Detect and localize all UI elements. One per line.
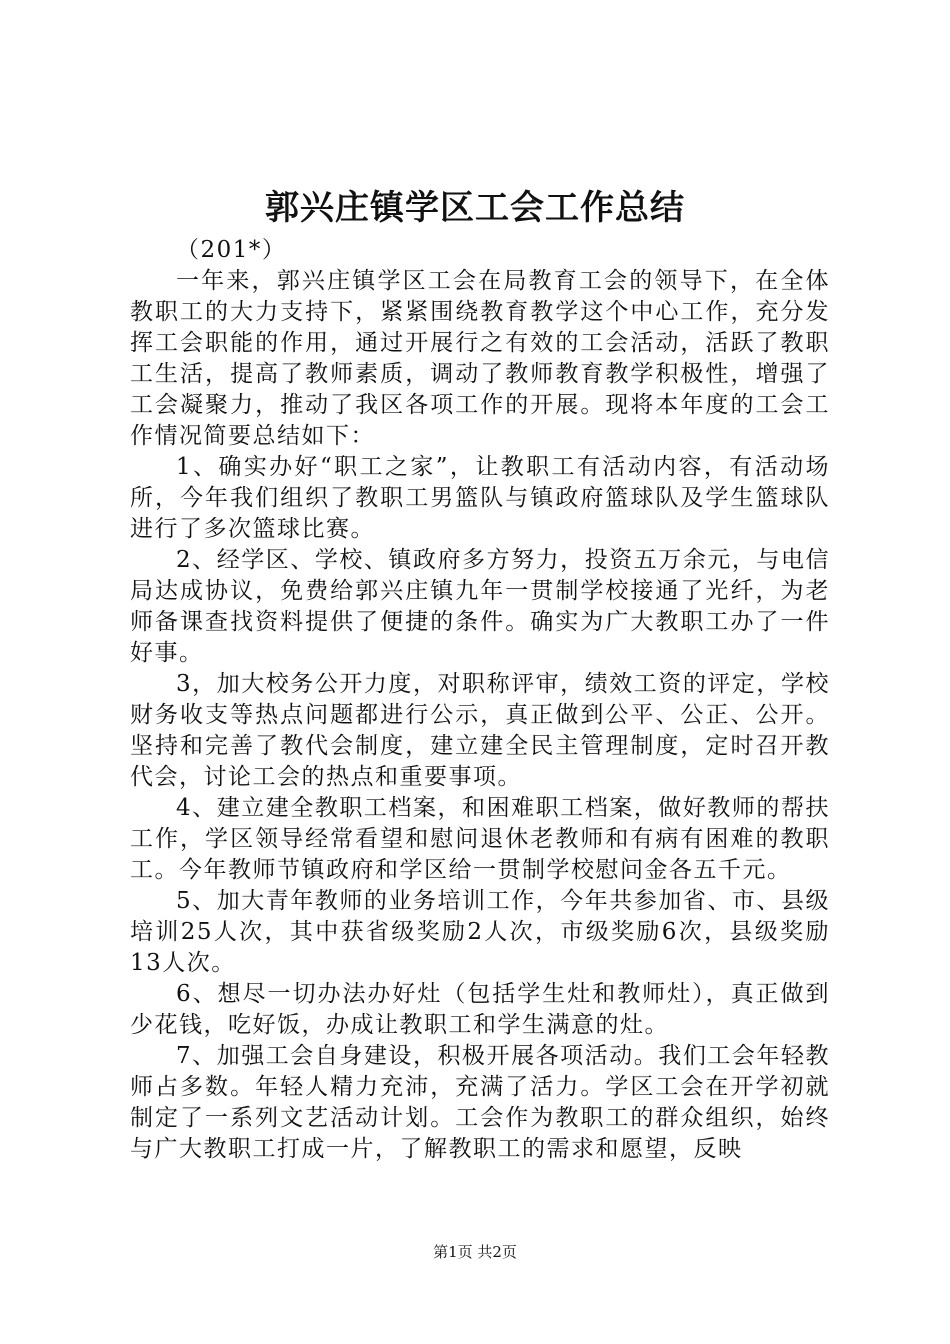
document-body	[130, 235, 830, 1165]
page-footer: 第1页 共2页	[433, 1243, 517, 1261]
paragraph-item-2: 2、经学区、学校、镇政府多方努力，投资五万余元，与电信局达成协议，免费给郭兴庄镇九年一贯制学校接通了光纤，为老师备课查找资料提供了便捷的条件。确实为广大教职工办了一件好事。	[130, 547, 830, 666]
paragraph-item-3: 3，加大校务公开力度，对职称评审，绩效工资的评定，学校财务收支等热点问题都进行公示，真正做到公平、公正、公开。坚持和完善了教代会制度，建立建全民主管理制度，定时召开教代会，讨论工会的热点和重要事项。	[130, 671, 830, 790]
paragraph-item-4: 4、建立建全教职工档案，和困难职工档案，做好教师的帮扶工作，学区领导经常看望和慰问退休老教师和有病有困难的教职工。今年教师节镇政府和学区给一贯制学校慰问金各五千元。	[130, 795, 830, 883]
paragraph-item-6: 6、想尽一切办法办好灶（包括学生灶和教师灶），真正做到少花钱，吃好饭，办成让教职工和学生满意的灶。	[130, 981, 830, 1038]
paragraph-intro: 一年来，郭兴庄镇学区工会在局教育工会的领导下，在全体教职工的大力支持下，紧紧围绕教育教学这个中心工作，充分发挥工会职能的作用，通过开展行之有效的工会活动，活跃了教职工生活，提高了教师素质，调动了教师教育教学积极性，增强了工会凝聚力，推动了我区各项工作的开展。现将本年度的工会工作情况简要总结如下：	[130, 268, 830, 449]
paragraph-item-7: 7、加强工会自身建设，积极开展各项活动。我们工会年轻教师占多数。年轻人精力充沛，充满了活力。学区工会在开学初就制定了一系列文艺活动计划。工会作为教职工的群众组织，始终与广大教职工打成一片，了解教职工的需求和愿望，反映	[130, 1043, 830, 1162]
paragraph-item-1: 1、确实办好“职工之家”，让教职工有活动内容，有活动场所，今年我们组织了教职工男篮队与镇政府篮球队及学生篮球队进行了多次篮球比赛。	[130, 454, 830, 542]
paragraph-item-5: 5、加大青年教师的业务培训工作，今年共参加省、市、县级培训25人次，其中获省级奖励2人次，市级奖励6次，县级奖励13人次。	[130, 888, 830, 976]
document-date: （201*）	[176, 237, 287, 263]
document-title: 郭兴庄镇学区工会工作总结	[265, 188, 685, 228]
